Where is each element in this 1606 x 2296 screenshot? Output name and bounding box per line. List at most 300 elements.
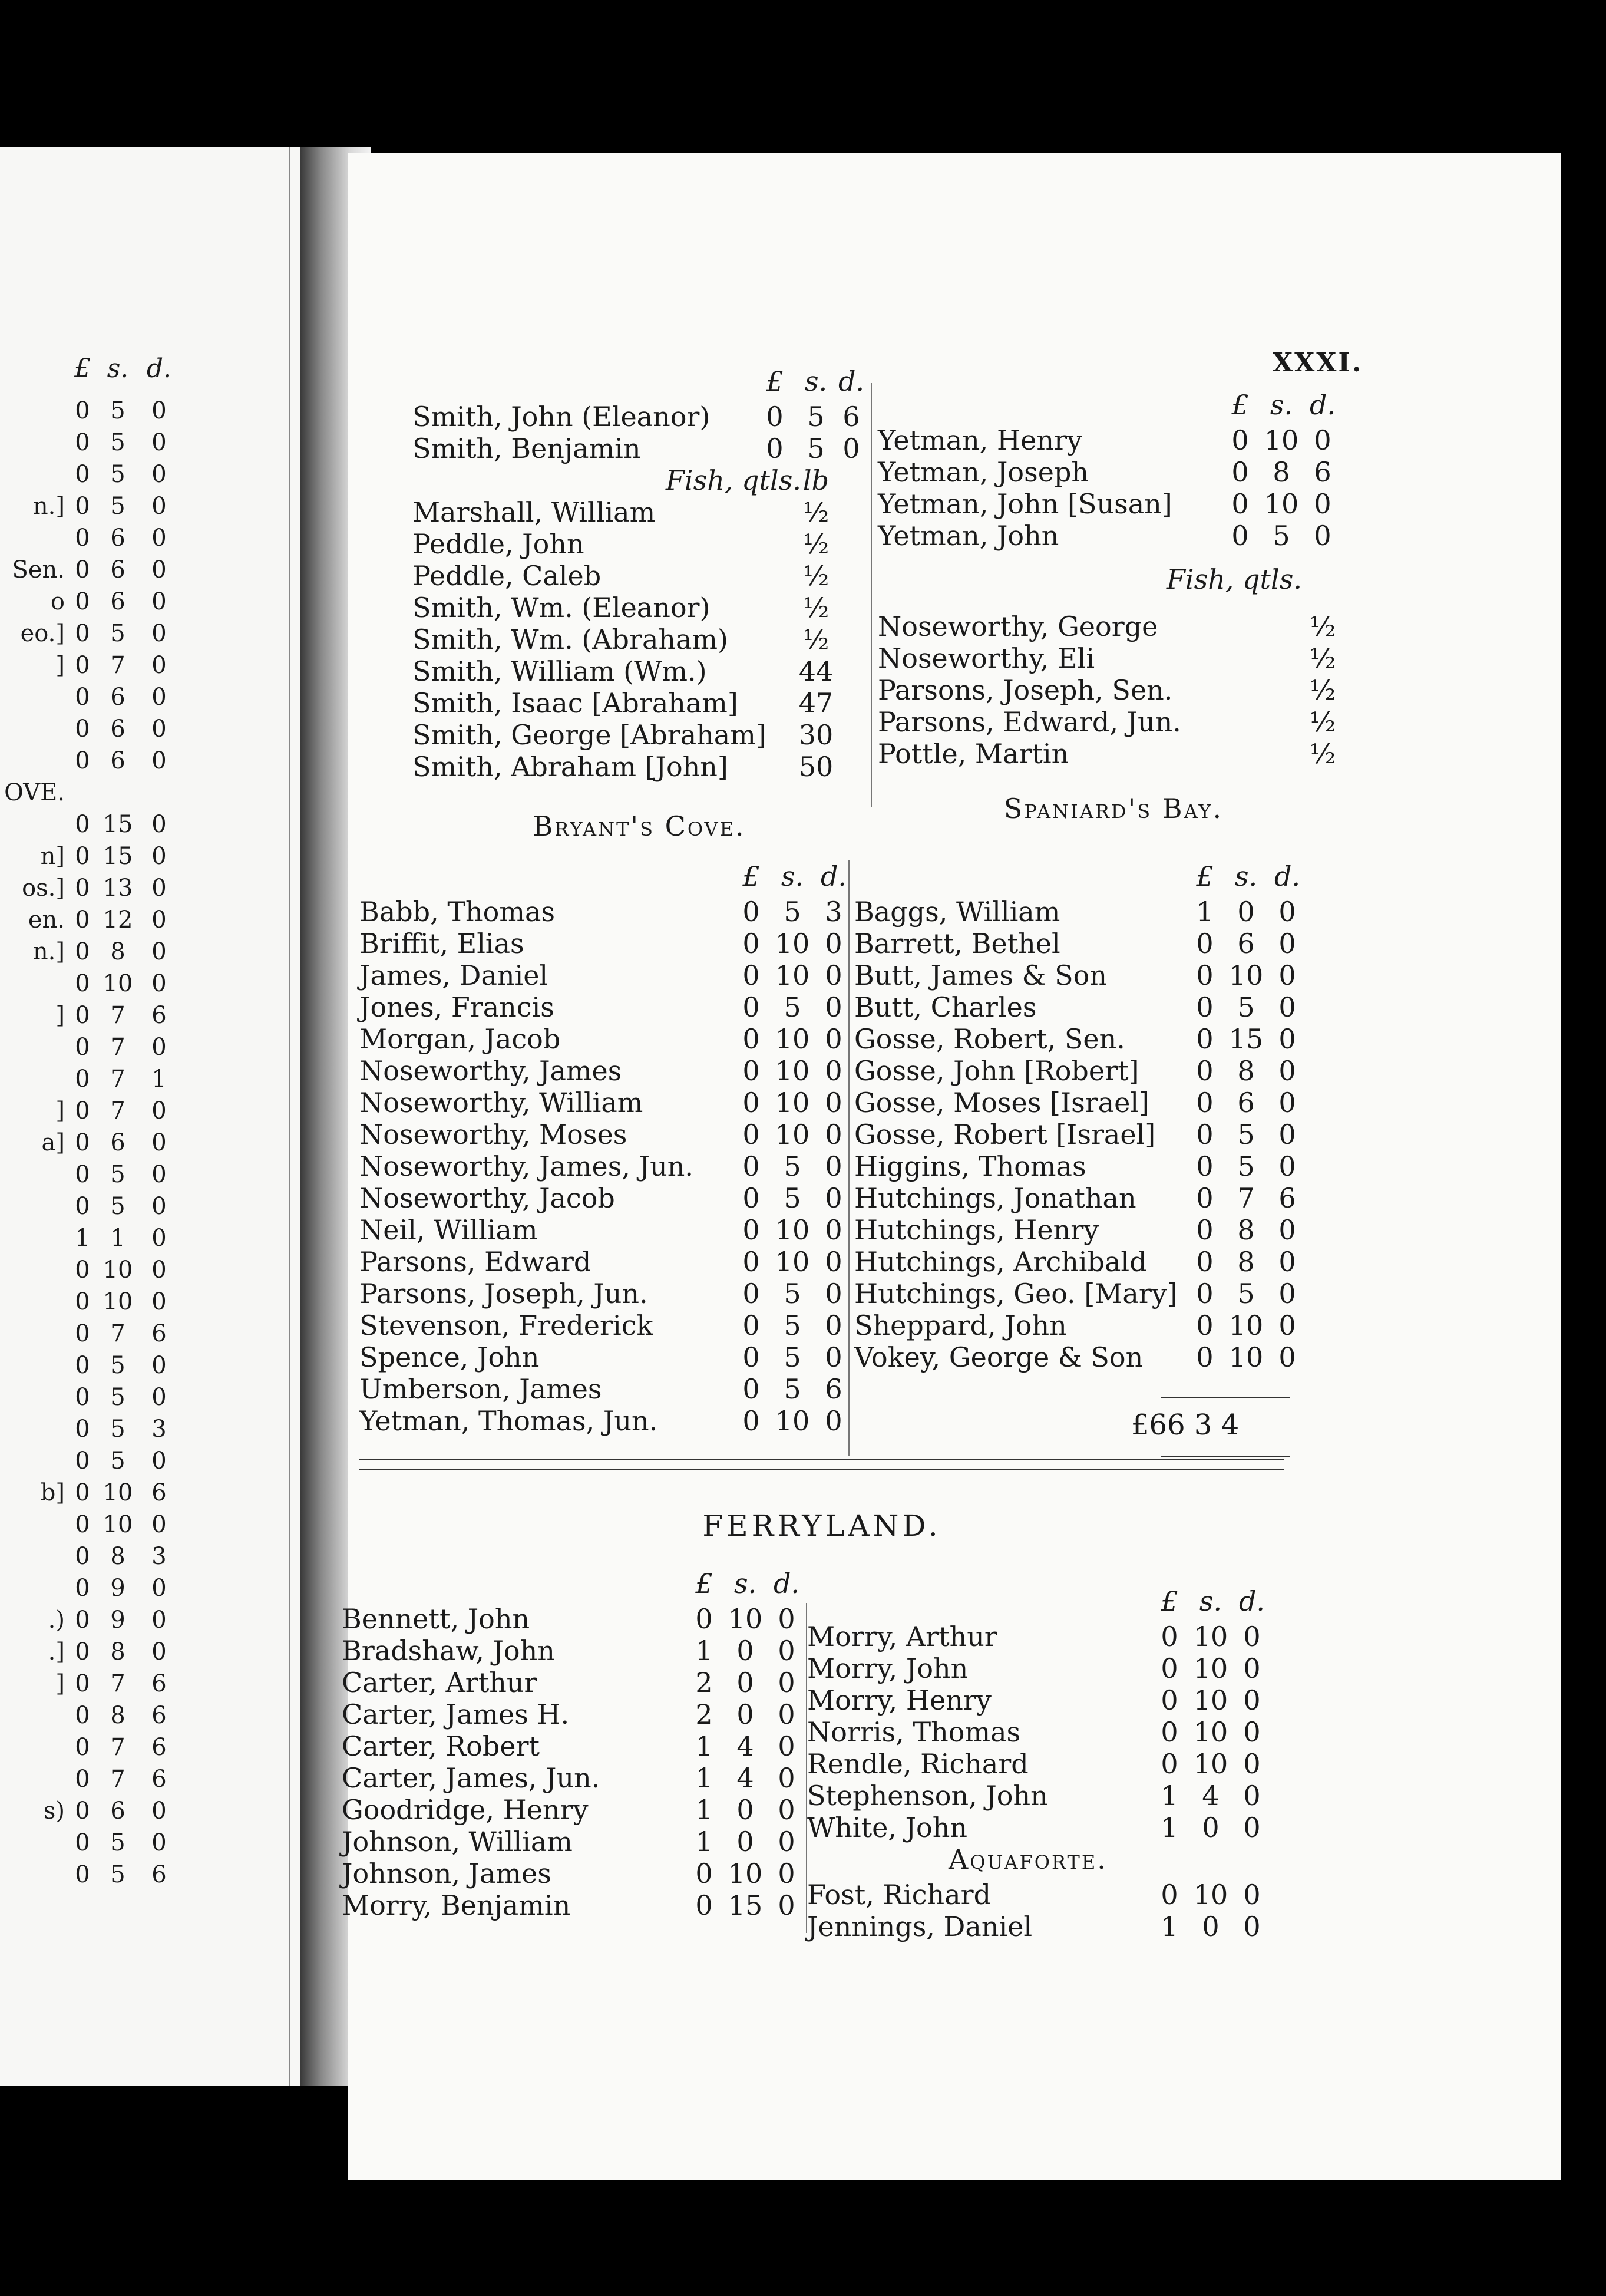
- pounds-value: 0: [1196, 1023, 1214, 1055]
- fish-unit: lb: [802, 464, 830, 496]
- shillings-value: 5: [784, 1150, 801, 1182]
- pence-value: 0: [151, 397, 167, 424]
- list-item: [359, 1278, 848, 1309]
- left-page-row: [0, 1063, 194, 1095]
- list-item: [878, 674, 1349, 706]
- pence-value: 0: [151, 1447, 167, 1474]
- pence-value: 0: [1243, 1911, 1261, 1942]
- list-item: [342, 1889, 813, 1921]
- shillings-value: 10: [1228, 1341, 1264, 1373]
- list-item: [854, 1119, 1326, 1150]
- pence-header: d.: [1274, 860, 1301, 892]
- shillings-header: s.: [1199, 1585, 1222, 1617]
- pounds-value: 0: [742, 959, 760, 991]
- list-item: [359, 1246, 848, 1278]
- shillings-value: 15: [103, 843, 133, 870]
- left-page-row: [0, 1159, 194, 1190]
- shillings-value: 5: [807, 433, 825, 464]
- pence-value: 0: [151, 970, 167, 997]
- left-page-row: [0, 1700, 194, 1731]
- left-page-row: [0, 1668, 194, 1700]
- shillings-value: 5: [110, 397, 125, 424]
- pence-value: 6: [151, 1479, 167, 1506]
- shillings-value: 7: [110, 1034, 125, 1061]
- shillings-value: 5: [110, 1352, 125, 1379]
- entry-name: Baggs, William: [854, 896, 1060, 928]
- list-item: [854, 959, 1326, 991]
- entry-name: Smith, Benjamin: [412, 433, 641, 464]
- list-item: [878, 456, 1349, 488]
- pence-value: 0: [825, 1150, 842, 1182]
- pence-value: 0: [151, 493, 167, 520]
- left-page-row: [0, 681, 194, 713]
- entry-name: Johnson, William: [342, 1826, 573, 1858]
- pounds-value: 0: [75, 1575, 90, 1602]
- left-page-name-fragment: Sen.: [12, 556, 65, 583]
- shillings-value: 10: [775, 1087, 810, 1119]
- entry-name: Noseworthy, George: [878, 611, 1158, 642]
- entry-name: White, John: [807, 1812, 967, 1843]
- list-item: [878, 738, 1349, 770]
- pounds-value: 0: [75, 620, 90, 647]
- pounds-value: 0: [1231, 456, 1249, 488]
- shillings-value: 8: [1237, 1214, 1255, 1246]
- bryants-cove-header: [359, 860, 848, 896]
- pounds-value: 0: [75, 1193, 90, 1220]
- shillings-value: 5: [110, 493, 125, 520]
- pounds-value: 1: [695, 1635, 713, 1667]
- entry-name: Neil, William: [359, 1214, 538, 1246]
- pence-value: 0: [778, 1762, 795, 1794]
- shillings-value: 0: [736, 1826, 754, 1858]
- pounds-value: 0: [766, 433, 784, 464]
- list-item: [807, 1780, 1278, 1812]
- list-item: [342, 1762, 813, 1794]
- pounds-value: 0: [75, 652, 90, 679]
- list-item: [359, 1405, 848, 1437]
- list-item: [878, 706, 1349, 738]
- pence-value: 0: [1243, 1716, 1261, 1748]
- pounds-value: 0: [75, 556, 90, 583]
- shillings-value: 8: [110, 1702, 125, 1729]
- left-page-row: [0, 1540, 194, 1572]
- bryants-cove-rows: [359, 896, 848, 1437]
- left-page-row: [0, 1763, 194, 1795]
- pounds-value: 0: [75, 1511, 90, 1538]
- list-item: [359, 959, 848, 991]
- shillings-value: 5: [784, 991, 801, 1023]
- left-page-row: [0, 936, 194, 968]
- pence-value: 3: [151, 1543, 167, 1570]
- pounds-value: 0: [742, 928, 760, 959]
- list-item: [412, 624, 866, 655]
- entry-name: Norris, Thomas: [807, 1716, 1021, 1748]
- entry-name: Yetman, John: [878, 520, 1059, 552]
- pence-value: 0: [1314, 520, 1331, 552]
- shillings-value: 15: [728, 1889, 763, 1921]
- shillings-value: 0: [1237, 896, 1255, 928]
- entry-name: Smith, John (Eleanor): [412, 401, 711, 433]
- list-item: [412, 655, 866, 687]
- list-item: [854, 928, 1326, 959]
- pence-value: 0: [778, 1667, 795, 1698]
- pounds-value: 0: [75, 1002, 90, 1029]
- pence-value: 0: [151, 843, 167, 870]
- left-page-row: [0, 1413, 194, 1445]
- pence-value: 0: [151, 1511, 167, 1538]
- pence-value: 6: [1314, 456, 1331, 488]
- entry-name: Babb, Thomas: [359, 896, 556, 928]
- pence-value: 0: [778, 1794, 795, 1826]
- pence-value: 0: [1314, 424, 1331, 456]
- shillings-value: 9: [110, 1606, 125, 1634]
- left-page-row: [0, 458, 194, 490]
- list-item: [854, 1055, 1326, 1087]
- list-item: [854, 1309, 1326, 1341]
- shillings-value: 8: [1237, 1246, 1255, 1278]
- shillings-value: 5: [1237, 1150, 1255, 1182]
- left-page-name-fragment: en.: [28, 906, 65, 933]
- pence-value: 0: [151, 1034, 167, 1061]
- entry-name: Yetman, John [Susan]: [878, 488, 1172, 520]
- list-item: [412, 528, 866, 560]
- left-page-row: [0, 1095, 194, 1127]
- shillings-value: 7: [110, 1670, 125, 1697]
- quintals-value: ½: [1309, 738, 1336, 770]
- pounds-value: 0: [75, 1320, 90, 1347]
- ferryland-right-rows: [807, 1621, 1278, 1843]
- shillings-value: 5: [110, 1447, 125, 1474]
- pounds-value: 0: [1196, 1055, 1214, 1087]
- shillings-value: 6: [110, 747, 125, 774]
- ferryland-right-list: [807, 1585, 1278, 1942]
- entry-name: Yetman, Henry: [878, 424, 1082, 456]
- list-item: [878, 488, 1349, 520]
- left-page-name-fragment: n.]: [32, 493, 65, 520]
- pence-value: 0: [151, 1225, 167, 1252]
- list-item: [342, 1603, 813, 1635]
- list-item: [412, 560, 866, 592]
- pence-value: 0: [1243, 1748, 1261, 1780]
- shillings-value: 10: [1193, 1621, 1228, 1652]
- shillings-value: 12: [103, 906, 133, 933]
- shillings-value: 10: [775, 959, 810, 991]
- pounds-value: 1: [1161, 1911, 1178, 1942]
- left-page-name-fragment: .): [48, 1606, 65, 1634]
- shillings-value: 5: [807, 401, 825, 433]
- entry-name: Briffit, Elias: [359, 928, 524, 959]
- quintals-value: 47: [798, 687, 834, 719]
- left-page-name-fragment: n]: [40, 843, 65, 870]
- pounds-header: £: [742, 860, 760, 892]
- pounds-value: 0: [742, 896, 760, 928]
- list-item: [412, 751, 866, 783]
- pence-value: 0: [778, 1698, 795, 1730]
- pence-value: 0: [1278, 1278, 1296, 1309]
- shillings-value: 7: [110, 1065, 125, 1093]
- top-right-fish-header: [878, 552, 1349, 611]
- pence-value: 0: [151, 906, 167, 933]
- pence-value: 1: [151, 1065, 167, 1093]
- list-item: [807, 1879, 1278, 1911]
- section-title-spaniards-bay: Spaniard's Bay.: [1003, 793, 1224, 824]
- pounds-value: 0: [75, 1606, 90, 1634]
- pounds-value: 0: [75, 1097, 90, 1124]
- pence-value: 0: [151, 588, 167, 615]
- shillings-value: 13: [103, 875, 133, 902]
- shillings-value: 10: [1193, 1652, 1228, 1684]
- pounds-value: 0: [75, 1543, 90, 1570]
- shillings-value: 10: [775, 1023, 810, 1055]
- list-item: [854, 1182, 1326, 1214]
- shillings-value: 10: [728, 1603, 763, 1635]
- list-item: [807, 1621, 1278, 1652]
- shillings-value: 5: [110, 1384, 125, 1411]
- top-left-header: [412, 365, 866, 401]
- pence-value: 0: [151, 1256, 167, 1284]
- pence-value: 0: [1243, 1879, 1261, 1911]
- pounds-value: 2: [695, 1698, 713, 1730]
- left-page-row: [0, 1509, 194, 1540]
- entry-name: Noseworthy, Moses: [359, 1119, 627, 1150]
- shillings-value: 5: [110, 1416, 125, 1443]
- pence-value: 0: [825, 959, 842, 991]
- shillings-value: 10: [775, 1214, 810, 1246]
- pounds-value: 2: [695, 1667, 713, 1698]
- pounds-value: 0: [1196, 1341, 1214, 1373]
- total-underline: [1161, 1456, 1290, 1457]
- pence-value: 0: [825, 928, 842, 959]
- section-rule: [359, 1459, 1284, 1460]
- list-item: [342, 1635, 813, 1667]
- shillings-value: 8: [110, 1638, 125, 1665]
- list-item: [807, 1748, 1278, 1780]
- shillings-value: 10: [775, 1055, 810, 1087]
- pence-header: d.: [1309, 389, 1336, 421]
- top-right-money-rows: [878, 424, 1349, 552]
- ferryland-left-header: [342, 1568, 813, 1603]
- pence-value: 0: [151, 1352, 167, 1379]
- pence-value: 0: [1278, 1309, 1296, 1341]
- entry-name: Hutchings, Jonathan: [854, 1182, 1136, 1214]
- pounds-value: 0: [742, 1373, 760, 1405]
- pence-value: 0: [825, 1341, 842, 1373]
- pence-value: 3: [151, 1416, 167, 1443]
- pounds-value: 0: [75, 1065, 90, 1093]
- shillings-value: 10: [775, 1119, 810, 1150]
- pounds-value: 0: [75, 493, 90, 520]
- pounds-value: 0: [742, 1309, 760, 1341]
- pounds-value: 0: [742, 1182, 760, 1214]
- list-item: [878, 520, 1349, 552]
- list-item: [878, 642, 1349, 674]
- pounds-value: 0: [766, 401, 784, 433]
- entry-name: Gosse, John [Robert]: [854, 1055, 1139, 1087]
- list-item: [359, 1055, 848, 1087]
- pounds-value: 0: [75, 1829, 90, 1856]
- left-page-row: [0, 395, 194, 427]
- left-page-row: [0, 840, 194, 872]
- list-item: [359, 1150, 848, 1182]
- section-title-ferryland: FERRYLAND.: [702, 1509, 941, 1543]
- spaniards-bay-rows: [854, 896, 1326, 1373]
- aquaforte-rows: [807, 1879, 1278, 1942]
- list-item: [412, 592, 866, 624]
- pence-value: 0: [1278, 896, 1296, 928]
- entry-name: Noseworthy, William: [359, 1087, 643, 1119]
- pence-value: 0: [1243, 1621, 1261, 1652]
- pence-value: 0: [151, 620, 167, 647]
- left-page-row: [0, 1190, 194, 1222]
- list-item: [412, 496, 866, 528]
- top-left-list: [412, 365, 866, 783]
- left-page-row: [0, 490, 194, 522]
- shillings-value: 5: [110, 1861, 125, 1888]
- quintals-value: 44: [798, 655, 834, 687]
- pence-value: 0: [151, 1288, 167, 1315]
- list-item: [854, 1278, 1326, 1309]
- pence-value: 0: [778, 1635, 795, 1667]
- left-page-row: [0, 1254, 194, 1286]
- entry-name: Goodridge, Henry: [342, 1794, 589, 1826]
- left-page-header: [0, 354, 194, 385]
- entry-name: Rendle, Richard: [807, 1748, 1029, 1780]
- left-page-row: [0, 1222, 194, 1254]
- shillings-value: 6: [110, 524, 125, 552]
- fish-header: Fish, qtls.: [666, 464, 801, 496]
- left-page-row: [0, 522, 194, 554]
- pounds-value: 0: [75, 1129, 90, 1156]
- pence-value: 0: [151, 1797, 167, 1825]
- list-item: [854, 1341, 1326, 1373]
- pence-value: 0: [151, 684, 167, 711]
- quintals-value: ½: [1309, 674, 1336, 706]
- pounds-value: 0: [75, 1797, 90, 1825]
- left-page-name-fragment: b]: [40, 1479, 65, 1506]
- list-item: [342, 1826, 813, 1858]
- pence-value: 0: [1278, 991, 1296, 1023]
- list-item: [342, 1667, 813, 1698]
- ferryland-right-header: [807, 1585, 1278, 1621]
- left-page-name-fragment: n.]: [32, 938, 65, 965]
- pence-value: 0: [1278, 1246, 1296, 1278]
- pence-value: 0: [1243, 1780, 1261, 1812]
- pence-header: d.: [820, 860, 847, 892]
- entry-name: Gosse, Robert, Sen.: [854, 1023, 1125, 1055]
- pence-value: 0: [151, 1829, 167, 1856]
- spaniards-bay-list: [854, 860, 1326, 1373]
- shillings-header: s.: [1234, 860, 1258, 892]
- shillings-value: 5: [1237, 1119, 1255, 1150]
- shillings-value: 10: [103, 1256, 133, 1284]
- list-item: [412, 433, 866, 464]
- shillings-value: 7: [110, 1734, 125, 1761]
- shillings-value: 7: [1237, 1182, 1255, 1214]
- pounds-header: £: [74, 354, 91, 384]
- section-rule-2: [359, 1469, 1284, 1470]
- pence-value: 0: [825, 1309, 842, 1341]
- pounds-value: 0: [75, 397, 90, 424]
- list-item: [807, 1812, 1278, 1843]
- pounds-value: 0: [695, 1889, 713, 1921]
- pence-value: 0: [825, 1278, 842, 1309]
- list-item: [807, 1911, 1278, 1942]
- entry-name: Jennings, Daniel: [807, 1911, 1033, 1942]
- shillings-value: 10: [775, 928, 810, 959]
- list-item: [342, 1698, 813, 1730]
- left-page-row: [0, 968, 194, 999]
- spaniards-bay-total: £66 3 4: [1131, 1408, 1240, 1441]
- total-rule: [1161, 1397, 1290, 1398]
- shillings-value: 0: [736, 1635, 754, 1667]
- list-item: [359, 896, 848, 928]
- column-divider-bottom: [806, 1603, 807, 1933]
- entry-name: Johnson, James: [342, 1858, 551, 1889]
- pence-value: 0: [1314, 488, 1331, 520]
- pounds-value: 0: [75, 843, 90, 870]
- pence-value: 0: [151, 1384, 167, 1411]
- list-item: [878, 611, 1349, 642]
- shillings-value: 7: [110, 1002, 125, 1029]
- pence-value: 0: [1278, 1341, 1296, 1373]
- left-page-row: [0, 999, 194, 1031]
- entry-name: Carter, James, Jun.: [342, 1762, 600, 1794]
- pounds-value: 0: [75, 747, 90, 774]
- pence-value: 6: [151, 1002, 167, 1029]
- entry-name: Yetman, Thomas, Jun.: [359, 1405, 658, 1437]
- shillings-value: 5: [110, 429, 125, 456]
- entry-name: Smith, Isaac [Abraham]: [412, 687, 738, 719]
- page-number: XXXI.: [1273, 348, 1363, 378]
- top-right-list: [878, 389, 1349, 770]
- entry-name: Barrett, Bethel: [854, 928, 1060, 959]
- spaniards-bay-header: [854, 860, 1326, 896]
- pence-value: 0: [151, 1193, 167, 1220]
- quintals-value: ½: [802, 592, 830, 624]
- pence-value: 0: [825, 1055, 842, 1087]
- pounds-value: 0: [75, 1479, 90, 1506]
- pounds-value: 0: [1196, 1278, 1214, 1309]
- pounds-value: 0: [742, 1246, 760, 1278]
- entry-name: Noseworthy, James: [359, 1055, 622, 1087]
- pence-value: 0: [151, 429, 167, 456]
- pounds-value: 0: [75, 461, 90, 488]
- pounds-value: 0: [1196, 959, 1214, 991]
- pounds-value: 0: [742, 1405, 760, 1437]
- left-page-row: [0, 745, 194, 777]
- pence-value: 6: [151, 1320, 167, 1347]
- shillings-value: 7: [110, 1097, 125, 1124]
- shillings-value: 7: [110, 652, 125, 679]
- shillings-value: 6: [110, 715, 125, 743]
- shillings-value: 5: [784, 1341, 801, 1373]
- list-item: [359, 1119, 848, 1150]
- shillings-value: 5: [1273, 520, 1290, 552]
- entry-name: Morry, Benjamin: [342, 1889, 571, 1921]
- left-page-row: [0, 1381, 194, 1413]
- pounds-value: 0: [75, 1447, 90, 1474]
- entry-name: Morry, Arthur: [807, 1621, 997, 1652]
- shillings-value: 6: [1237, 928, 1255, 959]
- shillings-header: s.: [804, 365, 828, 397]
- column-divider-top: [871, 383, 872, 807]
- quintals-value: 50: [798, 751, 834, 783]
- pence-value: 0: [151, 1638, 167, 1665]
- pence-value: 0: [825, 1119, 842, 1150]
- shillings-value: 0: [736, 1667, 754, 1698]
- top-left-fish-header: [412, 464, 866, 496]
- pounds-value: 0: [695, 1858, 713, 1889]
